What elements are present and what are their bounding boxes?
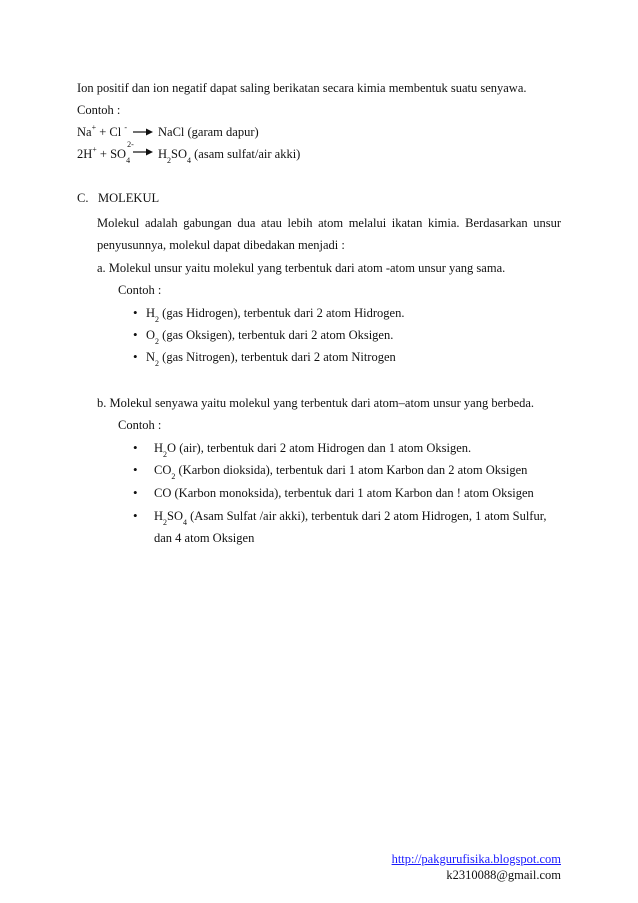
list-item: $H_2$ (gas Hidrogen), terbentuk dari 2 atom Hidrogen. <box>146 306 405 324</box>
bullet-icon: • <box>133 349 138 364</box>
equation-1-product: NaCl (garam dapur) <box>158 125 259 139</box>
bullet-icon: • <box>133 485 138 500</box>
list-item: $H_2O$ (air), terbentuk dari 2 atom Hidrogen dan 1 atom Oksigen. <box>154 441 472 459</box>
list-item-continuation: dan 4 atom Oksigen <box>154 531 255 545</box>
molekul-paragraph: Molekul adalah gabungan dua atau lebih atom melalui ikatan kimia. Berdasarkan unsur penyusunnya, molekul dapat dibedakan menjadi : <box>97 216 561 252</box>
bullet-icon: • <box>133 440 138 455</box>
section-letter: C. <box>77 191 89 205</box>
reaction-arrow-icon <box>133 147 153 157</box>
section-title: MOLEKUL <box>98 191 160 205</box>
b-heading: b. Molekul senyawa yaitu molekul yang terbentuk dari atom–atom unsur yang berbeda. <box>97 396 535 410</box>
equation-1-reactants: Na+ + Cl - <box>77 122 128 139</box>
a-contoh-label: Contoh : <box>118 283 162 297</box>
list-item: $N_2$ (gas Nitrogen), terbentuk dari 2 atom Nitrogen <box>146 350 396 368</box>
list-item: $H_2SO_4$ (Asam Sulfat /air akki), terbentuk dari 2 atom Hidrogen, 1 atom Sulfur, <box>154 509 547 527</box>
equation-2-reactants: $2H^+ + SO_4^{2-}$ <box>77 139 134 165</box>
b-contoh-label: Contoh : <box>118 418 162 432</box>
bullet-icon: • <box>133 327 138 342</box>
a-heading: a. Molekul unsur yaitu molekul yang terbentuk dari atom -atom unsur yang sama. <box>97 261 506 275</box>
intro-text: Ion positif dan ion negatif dapat saling berikatan secara kimia membentuk suatu senyawa. <box>77 81 527 95</box>
list-item: $CO_2$ (Karbon dioksida), terbentuk dari 1 atom Karbon dan 2 atom Oksigen <box>154 463 528 481</box>
equation-2-product: $H_2SO_4$ (asam sulfat/air akki) <box>158 147 301 165</box>
bullet-icon: • <box>133 305 138 320</box>
bullet-icon: • <box>133 462 138 477</box>
list-item: CO (Karbon monoksida), terbentuk dari 1 atom Karbon dan ! atom Oksigen <box>154 486 534 500</box>
bullet-icon: • <box>133 508 138 523</box>
list-item: $O_2$ (gas Oksigen), terbentuk dari 2 atom Oksigen. <box>146 328 394 346</box>
reaction-arrow-icon <box>133 127 153 137</box>
footer-url-link[interactable]: http://pakgurufisika.blogspot.com <box>391 852 561 866</box>
footer-email: k2310088@gmail.com <box>446 868 561 882</box>
contoh-label: Contoh : <box>77 103 121 117</box>
